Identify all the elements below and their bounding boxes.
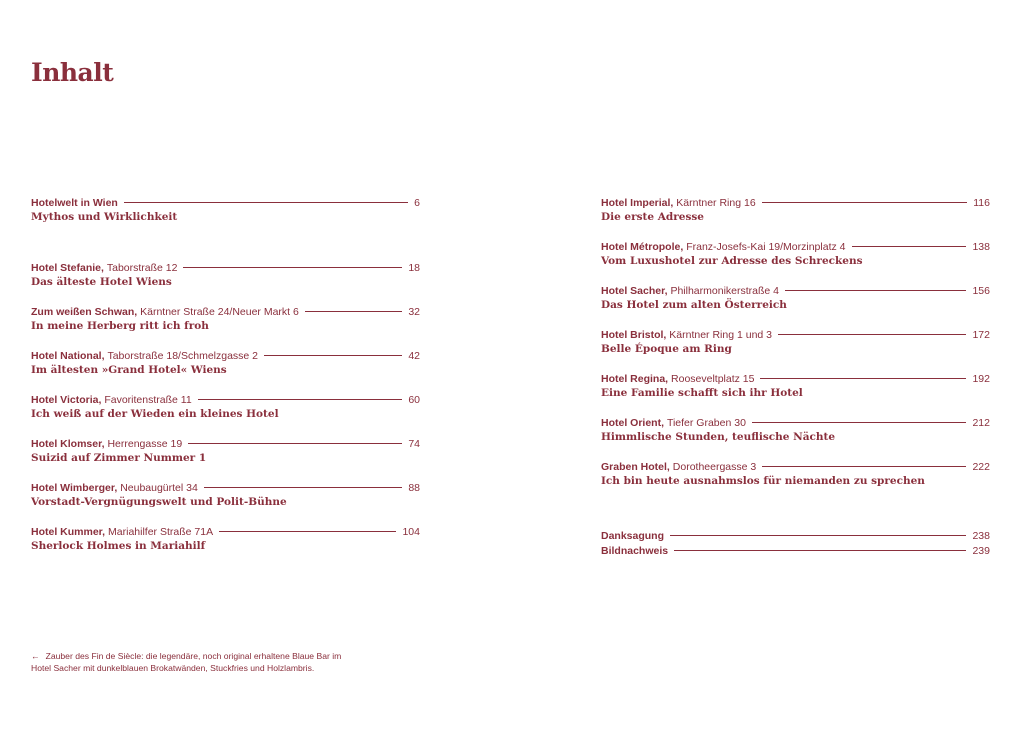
- entry-name: Hotel Kummer,: [31, 526, 106, 538]
- entry-address: Neubaugürtel 34: [120, 482, 198, 494]
- entry-subtitle: In meine Herberg ritt ich froh: [31, 320, 209, 332]
- entry-name: Hotel Métropole,: [601, 241, 684, 253]
- toc-entry[interactable]: [31, 261, 420, 290]
- toc-entry[interactable]: [601, 529, 990, 544]
- entry-address: Mariahilfer Straße 71A: [108, 526, 214, 538]
- toc-entry[interactable]: [31, 437, 420, 466]
- entry-name: Graben Hotel,: [601, 461, 670, 473]
- entry-page: 239: [972, 545, 990, 557]
- page-title: Inhalt: [31, 58, 114, 87]
- entry-subtitle: Das älteste Hotel Wiens: [31, 276, 172, 288]
- entry-name: Zum weißen Schwan,: [31, 306, 138, 318]
- entry-subtitle: Sherlock Holmes in Mariahilf: [31, 540, 206, 552]
- entry-address: Dorotheergasse 3: [672, 461, 757, 473]
- dot-leader: [183, 267, 402, 268]
- dot-leader: [188, 443, 402, 444]
- dot-leader: [204, 487, 402, 488]
- arrow-left-icon: ←: [31, 651, 40, 661]
- toc-entry[interactable]: [601, 284, 990, 313]
- entry-subtitle: Im ältesten »Grand Hotel« Wiens: [31, 364, 227, 376]
- entry-subtitle: Ich bin heute ausnahmslos für niemanden zu sprechen: [601, 475, 925, 487]
- entry-address: Rooseveltplatz 15: [671, 373, 755, 385]
- entry-name: Hotel Sacher,: [601, 285, 668, 297]
- toc-entry[interactable]: [31, 525, 420, 554]
- dot-leader: [198, 399, 403, 400]
- toc-entry[interactable]: [601, 372, 990, 401]
- toc-appendix: [601, 529, 990, 559]
- entry-name: Hotelwelt in Wien: [31, 197, 118, 209]
- entry-subtitle: Die erste Adresse: [601, 211, 704, 223]
- dot-leader: [674, 550, 966, 551]
- entry-subtitle: Das Hotel zum alten Österreich: [601, 299, 787, 311]
- entry-address: Franz-Josefs-Kai 19/Morzinplatz 4: [686, 241, 846, 253]
- entry-address: Taborstraße 18/Schmelzgasse 2: [107, 350, 259, 362]
- entry-page: 116: [973, 197, 990, 209]
- dot-leader: [305, 311, 402, 312]
- entry-address: Kärntner Ring 16: [676, 197, 756, 209]
- entry-page: 222: [972, 461, 990, 473]
- toc-right-column: [601, 196, 990, 504]
- image-caption: [31, 650, 351, 674]
- entry-subtitle: Ich weiß auf der Wieden ein kleines Hotel: [31, 408, 279, 420]
- entry-page: 172: [972, 329, 990, 341]
- toc-entry[interactable]: [601, 196, 990, 225]
- entry-page: 212: [972, 417, 990, 429]
- toc-entry[interactable]: [601, 544, 990, 559]
- dot-leader: [785, 290, 966, 291]
- entry-name: Hotel National,: [31, 350, 105, 362]
- dot-leader: [264, 355, 402, 356]
- entry-subtitle: Suizid auf Zimmer Nummer 1: [31, 452, 207, 464]
- dot-leader: [752, 422, 967, 423]
- entry-name: Bildnachweis: [601, 545, 669, 557]
- dot-leader: [762, 202, 968, 203]
- entry-subtitle: Eine Familie schafft sich ihr Hotel: [601, 387, 803, 399]
- entry-page: 6: [414, 197, 420, 209]
- entry-subtitle: Vorstadt-Vergnügungswelt und Polit-Bühne: [31, 496, 287, 508]
- entry-name: Hotel Wimberger,: [31, 482, 118, 494]
- entry-name: Hotel Regina,: [601, 373, 669, 385]
- toc-entry[interactable]: [31, 481, 420, 510]
- entry-subtitle: Mythos und Wirklichkeit: [31, 211, 178, 223]
- entry-page: 238: [972, 530, 990, 542]
- entry-name: Hotel Imperial,: [601, 197, 674, 209]
- entry-page: 104: [402, 526, 420, 538]
- entry-page: 42: [408, 350, 420, 362]
- entry-subtitle: Vom Luxushotel zur Adresse des Schreckens: [601, 255, 863, 267]
- entry-name: Hotel Stefanie,: [31, 262, 104, 274]
- entry-address: Favoritenstraße 11: [104, 394, 192, 406]
- entry-page: 88: [408, 482, 420, 494]
- entry-page: 156: [972, 285, 990, 297]
- toc-entry[interactable]: [601, 460, 990, 489]
- entry-page: 18: [408, 262, 420, 274]
- dot-leader: [219, 531, 396, 532]
- dot-leader: [852, 246, 967, 247]
- entry-address: Taborstraße 12: [106, 262, 178, 274]
- toc-entry[interactable]: [31, 349, 420, 378]
- entry-page: 138: [972, 241, 990, 253]
- entry-address: Herrengasse 19: [107, 438, 183, 450]
- entry-name: Hotel Orient,: [601, 417, 665, 429]
- toc-entry[interactable]: [31, 393, 420, 422]
- caption-text: Zauber des Fin de Siècle: die legendäre, noch original erhaltene Blaue Bar im Hotel Sacher mit dunkelblauen Brokatwänden, Stuckfries und Holzlambris.: [31, 651, 342, 673]
- entry-name: Danksagung: [601, 530, 665, 542]
- dot-leader: [670, 535, 966, 536]
- toc-entry[interactable]: [601, 416, 990, 445]
- entry-address: Kärntner Ring 1 und 3: [669, 329, 772, 341]
- entry-address: Philharmonikerstraße 4: [670, 285, 779, 297]
- dot-leader: [124, 202, 408, 203]
- entry-address: Kärntner Straße 24/Neuer Markt 6: [140, 306, 299, 318]
- entry-page: 74: [408, 438, 420, 450]
- toc-entry[interactable]: [601, 240, 990, 269]
- entry-page: 60: [408, 394, 420, 406]
- entry-name: Hotel Klomser,: [31, 438, 105, 450]
- entry-page: 192: [972, 373, 990, 385]
- toc-left-column: [31, 196, 420, 569]
- entry-name: Hotel Victoria,: [31, 394, 102, 406]
- entry-name: Hotel Bristol,: [601, 329, 667, 341]
- entry-address: Tiefer Graben 30: [666, 417, 746, 429]
- toc-entry[interactable]: [31, 305, 420, 334]
- dot-leader: [762, 466, 966, 467]
- toc-entry[interactable]: [601, 328, 990, 357]
- entry-subtitle: Himmlische Stunden, teuflische Nächte: [601, 431, 836, 443]
- dot-leader: [760, 378, 966, 379]
- entry-page: 32: [408, 306, 420, 318]
- toc-entry[interactable]: [31, 196, 420, 225]
- dot-leader: [778, 334, 966, 335]
- entry-subtitle: Belle Époque am Ring: [601, 343, 732, 355]
